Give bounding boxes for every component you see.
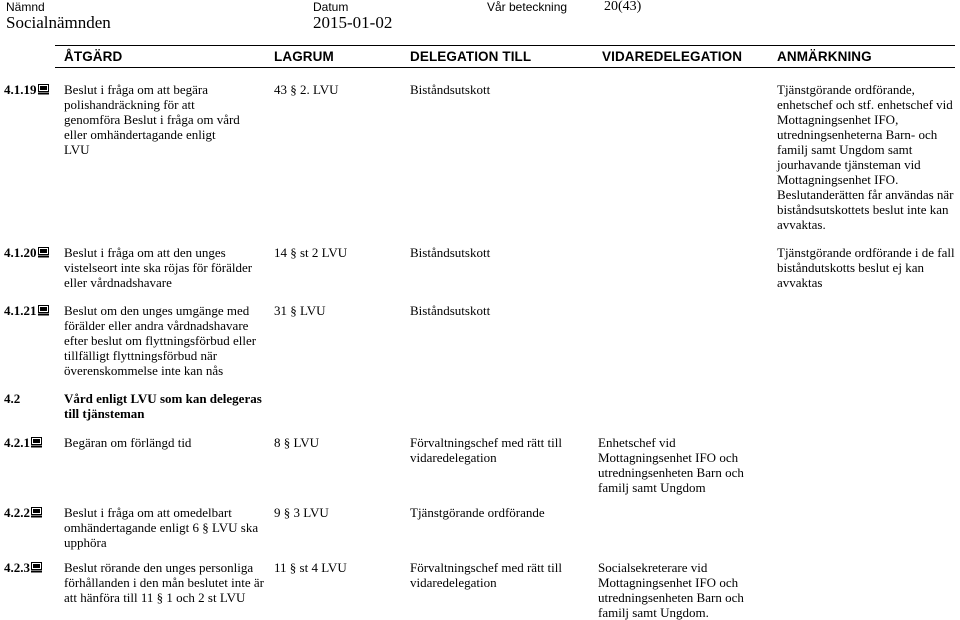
row-number: 4.1.19 — [4, 82, 49, 97]
row-number: 4.2.2 — [4, 505, 42, 520]
header-datum-value: 2015-01-02 — [313, 13, 393, 32]
col-head-delegation: DELEGATION TILL — [410, 49, 532, 64]
row-lagrum: 14 § st 2 LVU — [274, 245, 348, 260]
header-namnd-value: Socialnämnden — [6, 13, 111, 32]
row-lagrum: 11 § st 4 LVU — [274, 560, 347, 575]
row-lagrum: 43 § 2. LVU — [274, 82, 339, 97]
row-action: Beslut i fråga om att omedelbart omhändertagande enligt 6 § LVU ska upphöra — [64, 505, 259, 550]
row-lagrum: 8 § LVU — [274, 435, 320, 450]
computer-icon — [31, 562, 42, 573]
computer-icon — [38, 305, 49, 316]
row-lagrum: 31 § LVU — [274, 303, 326, 318]
row-delegation: Förvaltningschef med rätt till vidaredelegation — [410, 435, 562, 465]
row-action: Beslut i fråga om att den unges vistelseort inte ska röjas för förälder eller vårdnadshavare — [64, 245, 253, 290]
section-heading: Vård enligt LVU som kan delegeras till tjänsteman — [64, 391, 262, 421]
row-remark: Tjänstgörande ordförande i de fall biståndutskotts beslut ej kan avvaktas — [777, 245, 955, 290]
row-vidaredelegation: Socialsekreterare vid Mottagningsenhet IFO och utredningsenheten Barn och familj samt Ungdom. — [598, 560, 744, 620]
computer-icon — [31, 437, 42, 448]
col-head-lagrum: LAGRUM — [274, 49, 334, 64]
row-delegation: Förvaltningschef med rätt till vidaredelegation — [410, 560, 562, 590]
row-number: 4.1.21 — [4, 303, 49, 318]
computer-icon — [31, 507, 42, 518]
row-remark: Tjänstgörande ordförande, enhetschef och stf. enhetschef vid Mottagningsenhet IFO, utredningsenheterna Barn- och familj samt Ungdom samt jourhavande tjänsteman vid Mottagningsenhet IFO. Beslutanderätten får användas när biståndsutskottets beslut inte kan avvaktas. — [777, 82, 954, 232]
row-number: 4.1.20 — [4, 245, 49, 260]
row-lagrum: 9 § 3 LVU — [274, 505, 329, 520]
row-delegation: Biståndsutskott — [410, 303, 491, 318]
row-action: Beslut om den unges umgänge med förälder eller andra vårdnadshavare efter beslut om flyttningsförbud eller tillfälligt flyttningsförbud när överenskommelse inte kan nås — [64, 303, 257, 378]
header-label-datum: Datum — [313, 0, 349, 14]
row-vidaredelegation: Enhetschef vid Mottagningsenhet IFO och utredningsenheten Barn och familj samt Ungdom — [598, 435, 744, 495]
header-label-namnd: Nämnd — [6, 0, 45, 14]
row-delegation: Biståndsutskott — [410, 245, 491, 260]
header-label-beteckning: Vår beteckning — [487, 0, 568, 14]
col-head-vidaredelegation: VIDAREDELEGATION — [602, 49, 743, 64]
col-head-anmarkning: ANMÄRKNING — [777, 49, 872, 64]
row-number: 4.2.3 — [4, 560, 42, 575]
computer-icon — [38, 84, 49, 95]
row-action: Beslut rörande den unges personliga förhållanden i den mån beslutet inte är att hänföra till 11 § 1 och 2 st LVU — [64, 560, 264, 605]
row-number: 4.2.1 — [4, 435, 42, 450]
row-action: Beslut i fråga om att begära polishandräckning för att genomföra Beslut i fråga om vård eller omhändertagande enligt LVU — [64, 82, 240, 157]
row-action: Begäran om förlängd tid — [64, 435, 192, 450]
row-delegation: Tjänstgörande ordförande — [410, 505, 545, 520]
section-number: 4.2 — [4, 391, 21, 406]
row-delegation: Biståndsutskott — [410, 82, 491, 97]
page-number: 20(43) — [604, 0, 642, 14]
computer-icon — [38, 247, 49, 258]
col-head-atgard: ÅTGÄRD — [64, 49, 123, 64]
